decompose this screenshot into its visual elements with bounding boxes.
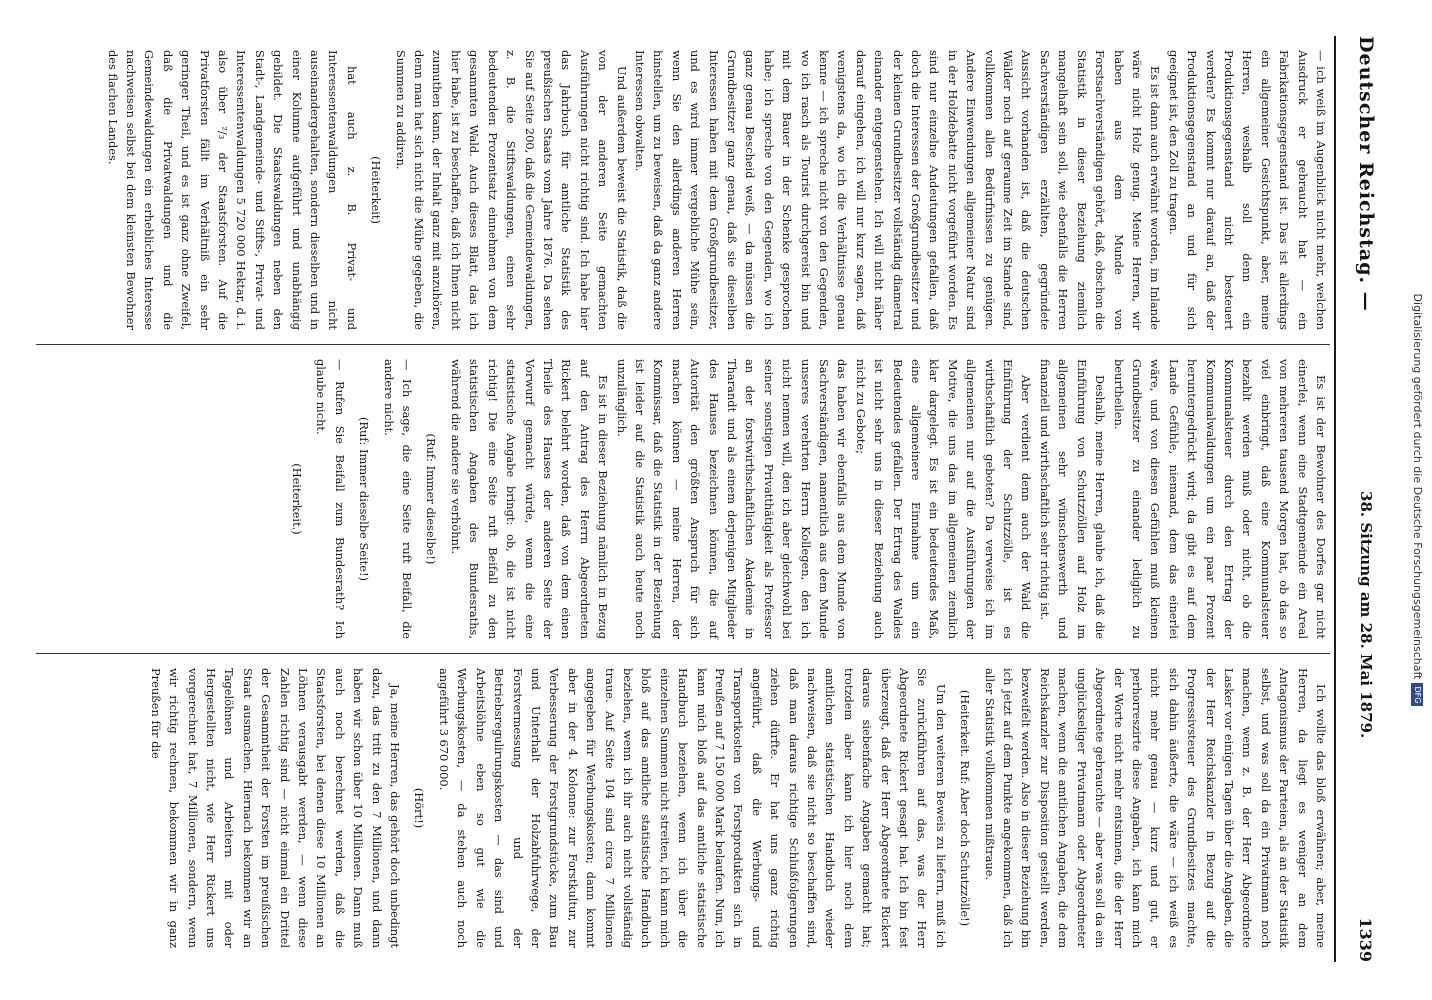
column-3	[36, 653, 1330, 962]
interjection: (Heiterkeit)	[369, 156, 384, 224]
header-publication: Deutscher Reichstag. —	[1355, 36, 1377, 312]
paragraph: Es ist in dieser Beziehung nämlich in Bezug auf den Antrag des Herrn Abgeordneten Rickert belehrt worden, daß von dem einen Theile des Hauses der anderen Seite der Vorwurf gemacht würde, wenn die eine statistische Angabe bringt: ob, die ist nicht richtig! Die eine Seite ruft Beifall zu den statistischen Angaben des Bundesraths, während die andere sie verhöhnt.	[448, 359, 611, 639]
paragraph: Um den weiteren Beweis zu liefern, muß ich Sie zurückführen auf das, was der Herr Abgeordnete Rickert gesagt hat. Ich bin fest überzeugt, daß der Herr Abgeordnete Rickert daraus siebenfache Angaben gemacht hat; trotzdem aber kann ich hier noch dem amtlichen statistischen Handbuch wieder nachweisen, daß sie nicht so beschaffen sind, daß man daraus richtige Schlußfolgerungen ziehen dürfte. Er hat uns ganz richtig angeführt, daß die Werbungs- und Transportkosten von Forstprodukten sich in Preußen auf 7 150 000 Mark belaufen. Nun, ich kann mich bloß auf das amtliche statistische Handbuch beziehen, wenn ich über die einzelnen Summen nicht streiten, ich kann mich bloß auf das amtliche statistische Handbuch beziehen, wenn ich ihr auch nicht vollständig traue. Auf Seite 104 sind circa 7 Millionen angegeben für Werbungskosten; dann kommt aber in der 4. Kolonne: zur Forstkultur, zur Verbesserung der Forstgrundstücke, zum Bau und Unterhalt der Holzabfuhrwege, der Forstvermessung und der Betriebsregulirungskosten — das sind und Arbeitslöhne eben so gut wie die Werbungskosten, — da stehen auch noch angeführt 3 670 000.	[436, 668, 948, 948]
interjection: (Heiterkeit. Ruf: Aber doch Schutzzölle!)	[958, 689, 973, 927]
dfg-logo: DFG	[1411, 683, 1423, 706]
text-columns	[36, 36, 1330, 962]
dfg-stamp-label: Digitalisierung gefördert durch die Deutsche Forschungsgemeinschaft	[1411, 293, 1424, 680]
paragraph: hat auch z. B. Privat- und Interessentenwaldungen nicht auseinandergehalten, sondern dieselben und in einer Kolumne aufgeführt und unabhängig gebildet. Die Staatswaldungen neben den Stadt-, Landgemeinde- und Stifts-, Privat- und Interessentenwaldungen 5 720 000 Hektar, d. i. also über ²/₃ der Staatsforsten. Auf die Privatforsten fällt im Verhältniß ein sehr geringer Theil, und es ist ganz ohne Zweifel, daß die Privatwaldungen und die Gemeindewaldungen ein erhebliches Interesse nachweisen selbst bei dem kleinsten Bewohner des flachen Landes.	[105, 50, 359, 330]
dfg-stamp	[1406, 40, 1428, 960]
paragraph: Aber verdient denn auch der Wald die Einführung der Schutzzölle, ist es wirthschaftlich geboten? Da verweise ich im allgemeinen nur auf die Ausführungen der Motive, die uns das im allgemeinen ziemlich klar dargelegt. Es ist ein bedeutendes Maß, eine allgemeinere Einnahme um ein Bedeutendes gefallen. Der Ertrag des Waldes ist nicht sehr uns in dieser Beziehung auch nicht zu Gebote;	[853, 359, 1034, 639]
interjection: (Heiterkeit.)	[290, 463, 305, 535]
column-2	[36, 344, 1330, 653]
paragraph: das haben wir ebenfalls aus dem Munde von Sachverständigen, namentlich aus dem Munde unseres verehrten Herrn Kollegen, den ich nicht nennen will, den ich aber gleichwohl bei seiner sonstigen Privatthätigkeit als Professor an der forstwirthschaftlichen Akademie in Tharandt und als einem derjenigen Mitglieder des Hauses bezeichnen können, die auf Autorität den größten Anspruch für sich machen können — meine Herren, der Kommissar, daß die Statistik in der Beziehung ist leider auf die Statistik auch heute noch unzulänglich.	[614, 359, 850, 639]
paragraph: Es ist dann auch erwähnt worden, im Inlande wäre nicht Holz genug. Meine Herren, wir haben aus dem Munde von Forstsachverständigen gehört, daß, obschon die Statistik in dieser Beziehung ziemlich mangelhaft sein soll, wie ebenfalls die Herren Sachverständigen erzählten, gegründete Aussicht vorhanden ist, daß die deutschen Wälder noch auf geraume Zeit im Stande sind, vollkommen allen Bedürfnissen zu genügen. Andere Einwendungen allgemeiner Natur sind in der Holzdebatte nicht vorgeführt worden. Es sind nur einzelne Andeutungen gefallen, daß doch die Interessen der Großgrundbesitzer und der kleinen Grundbesitzer vollständig diametral einander entgegenstehen. Ich will nicht näher darauf eingehen, ich will nur kurz sagen, daß wenigstens da, wo ich die Verhältnisse genau kenne — ich spreche nicht von den Gegenden, wo ich rasch als Tourist durchgereist bin und mit dem Bauer in der Schenke gesprochen habe; ich spreche von den Gegenden, wo ich ganz genau Bescheid weiß, — da müssen die Grundbesitzer ganz genau, daß sie dieselben Interessen haben mit dem Großgrundbesitzer, und es wird immer vergebliche Mühe sein, wenn Sie den allerdings anderen Herren hinstellen, um zu beweisen, daß da ganz andere Interessen obwalten.	[632, 50, 1163, 330]
header-session: 38. Sitzung am 28. Mai 1879.	[1357, 491, 1375, 739]
paragraph: Deshalb, meine Herren, glaube ich, daß die Einführung von Schutzzöllen auf Holz im allgemeinen sehr wünschenswerth und finanziell und wirthschaftlich sehr richtig ist.	[1037, 359, 1108, 639]
paragraph: Ja, meine Herren, das gehört doch unbedingt dazu, das tritt zu den 7 Millionen, und dann haben wir schon über 10 Millionen. Dann muß auch noch berechnet werden, daß die Staatsforsten, bei denen diese 10 Millionen an Löhnen verausgabt werden, — wenn diese Zahlen richtig sind — nicht einmal ein Drittel der Gesammtheit der Forsten im preußischen Staat ausmachen. Hiernach bekommen wir an Tagelöhnen und Arbeitern mit oder Hergestellten nicht, wie Herr Rickert uns vorgerechnet hat, 7 Millionen, sondern, wenn wir richtig rechnen, bekommen wir in ganz Preußen für die	[148, 668, 403, 948]
dfg-stamp-text	[1406, 40, 1428, 960]
paragraph: — Rufen Sie Beifall zum Bundesrath? Ich glaube nicht.	[314, 359, 347, 639]
paragraph: — ich weiß im Augenblick nicht mehr, welchen Ausdruck er gebraucht hat — ein Fabrikationsgegenstand ist. Das ist allerdings ein allgemeiner Gesichtspunkt, aber, meine Herren, weshalb soll denn ein Produktionsgegenstand nicht besteuert werden? Es kommt nur darauf an, daß der Produktionsgegenstand an und für sich geeignet ist, den Zoll zu tragen.	[1166, 50, 1328, 330]
page-header	[1334, 36, 1396, 962]
paragraph: Und außerdem beweist die Statistik, daß die von der anderen Seite gemachten Ausführungen nicht richtig sind. Ich habe hier das Jahrbuch für amtliche Statistik des preußischen Staats vom Jahre 1876. Da sehen Sie auf Seite 200, daß die Gemeindewaldungen, z. B. die Stiftswaldungen, einen sehr bedeutenden Prozentsatz einnehmen von dem gesammten Wald. Auch dieses Blatt, das ich hier habe, ist zu beschaffen, daß ich Ihnen nicht zumuthen kann, der Inhalt ganz mit anzuhören, denn man hat sich nicht die Mühe gegeben, die Summen zu addiren.	[393, 50, 629, 330]
interjection: (Hört!)	[412, 787, 427, 829]
column-1	[36, 36, 1330, 344]
paragraph: — Ich sage, die eine Seite ruft Beifall, die andere nicht.	[381, 359, 415, 639]
paragraph: Ich wollte das bloß erwähnen; aber, meine Herren, da liegt es weniger an dem Antagonismus der Parteien, als an der Statistik selbst, und was soll da ein Privatmann noch machen, wenn z. B. der Herr Abgeordnete Lasker vor einigen Tagen über die Angaben, die der Herr Reichskanzler in Bezug auf die Progressivsteuer des Grundbesitzes machte, sich dahin äußerte, die wäre — ich weiß es nicht mehr genau — kurz und gut, er perhorreszirte diese Angaben, ich kann mich der Worte nicht mehr entsinnen, die der Herr Abgeordnete gebrauchte — aber was soll da ein unglückseliger Privatmann oder Abgeordneter machen, wenn die amtlichen Angaben, die dem Reichskanzler zur Disposition gestellt werden, bezweifelt werden. Also in dieser Beziehung bin ich jetzt auf dem Punkte angekommen, daß ich aller Statistik vollkommen mißtraue.	[982, 668, 1328, 948]
paragraph: Es ist der Bewohner des Dorfes gar nicht einerlei, wenn eine Stadtgemeinde ein Areal von mehreren tausend Morgen hat, ob das so viel einbringt, daß eine Kommunalsteuer bezahlt werden muß oder nicht, ob die Kommunalsteuer durch den Ertrag der Kommunalwaldungen um ein paar Prozent heruntergedrückt wird; da gibt es auf dem Lande Gefühle, niemand, dem das einerlei wäre, und von diesen Gefühlen muß kleinen Grundbesitzer zu einander lediglich zu beurtheilen.	[1111, 359, 1328, 639]
page-number: 1339	[1356, 917, 1376, 962]
page-content	[36, 36, 1396, 962]
interjection: (Ruf: Immer dieselbe Seite!)	[357, 416, 372, 582]
interjection: (Ruf: Immer dieselbe!)	[424, 433, 439, 565]
